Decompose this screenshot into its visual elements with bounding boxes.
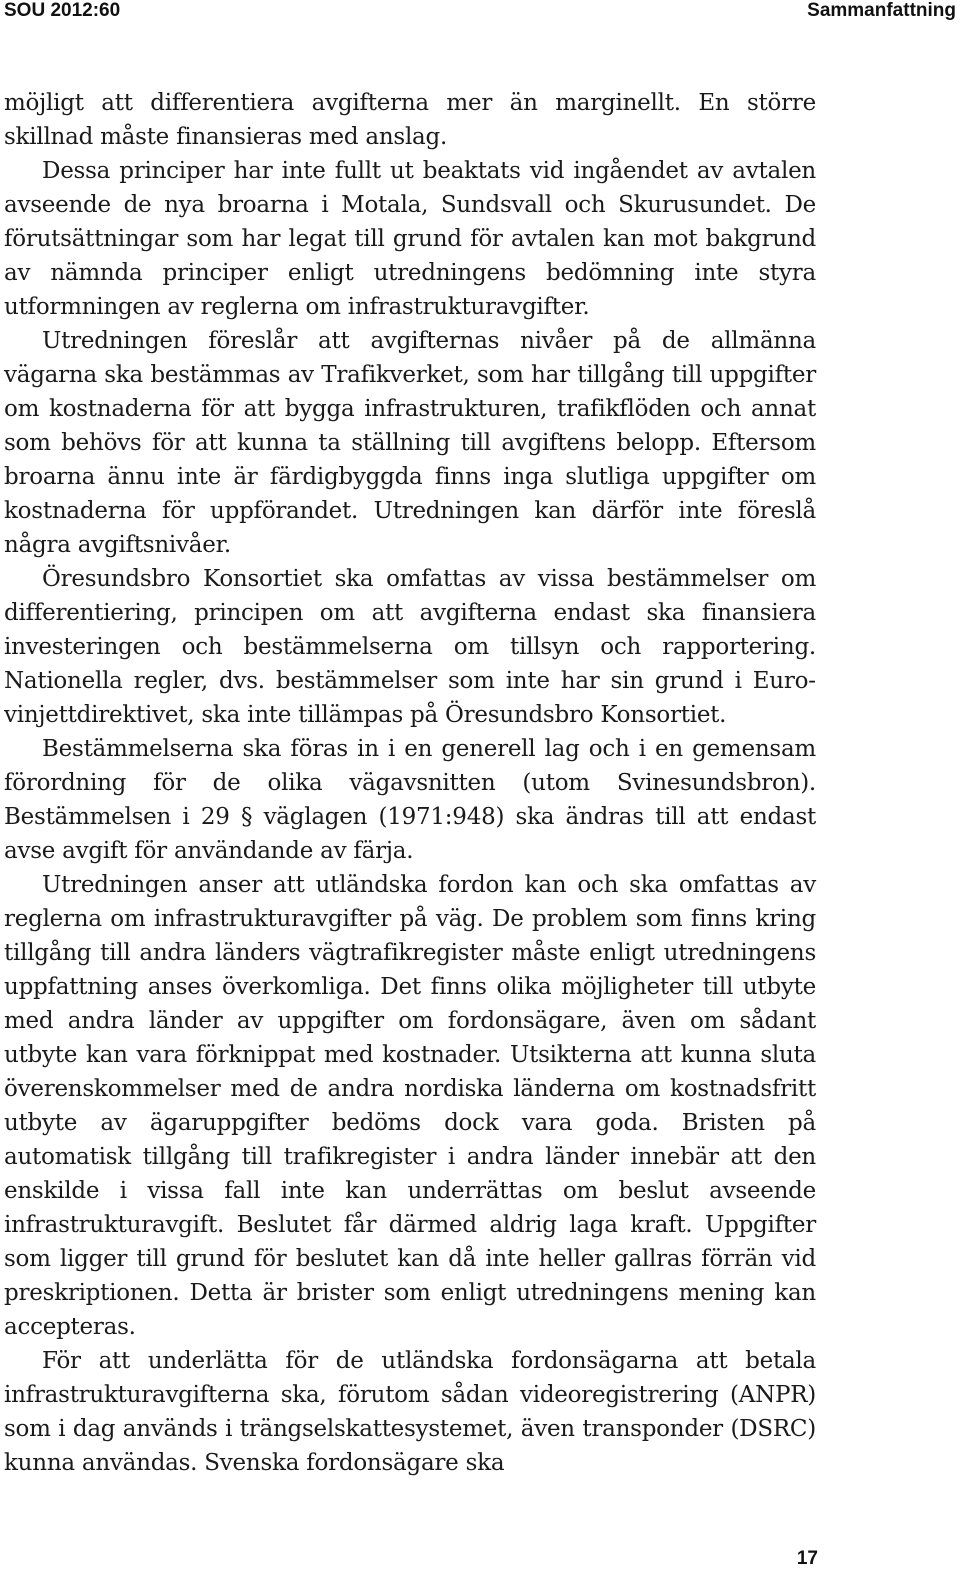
body-text <box>4 86 816 1480</box>
section-title: Sammanfattning <box>807 0 956 21</box>
paragraph-7: För att underlätta för de utländska fordonsägarna att betala infrastrukturavgifterna ska, förutom sådan videoregistrering (ANPR) som i dag används i trängselskattesystemet, även transponder (DSRC) kunna användas. Svenska fordonsägare ska <box>4 1348 816 1476</box>
paragraph-2: Dessa principer har inte fullt ut beaktats vid ingåendet av avtalen avseende de nya broarna i Motala, Sundsvall och Skurusundet. De förutsättningar som har legat till grund för avtalen kan mot bakgrund av nämnda principer enligt utredningens bedömning inte styra utformningen av reglerna om infrastrukturavgifter. <box>4 158 816 320</box>
paragraph-4: Öresundsbro Konsortiet ska omfattas av vissa bestämmelser om differentiering, principen om att avgifterna endast ska finansiera investeringen och bestämmelserna om tillsyn och rapportering. Nationella regler, dvs. bestämmelser som inte har sin grund i Eurovinjettdirektivet, ska inte tillämpas på Öresundsbro Konsortiet. <box>4 566 816 728</box>
document-series: SOU 2012:60 <box>4 0 121 21</box>
paragraph-5: Bestämmelserna ska föras in i en generell lag och i en gemensam förordning för de olika vägavsnitten (utom Svinesundsbron). Bestämmelsen i 29 § väglagen (1971:948) ska ändras till att endast avse avgift för användande av färja. <box>4 736 816 864</box>
page-number: 17 <box>796 1548 818 1569</box>
paragraph-6: Utredningen anser att utländska fordon kan och ska omfattas av reglerna om infrastrukturavgifter på väg. De problem som finns kring tillgång till andra länders vägtrafikregister måste enligt utredningens uppfattning anses överkomliga. Det finns olika möjligheter till utbyte med andra länder av uppgifter om fordonsägare, även om sådant utbyte kan vara förknippat med kostnader. Utsikterna att kunna sluta överenskommelser med de andra nordiska länderna om kostnadsfritt utbyte av ägaruppgifter bedöms dock vara goda. Bristen på automatisk tillgång till trafikregister i andra länder innebär att den enskilde i vissa fall inte kan underrättas om beslut avseende infrastrukturavgift. Beslutet får därmed aldrig laga kraft. Uppgifter som ligger till grund för beslutet kan då inte heller gallras förrän vid preskriptionen. Detta är brister som enligt utredningens mening kan accepteras. <box>4 872 816 1340</box>
paragraph-1: möjligt att differentiera avgifterna mer än marginellt. En större skillnad måste finansieras med anslag. <box>4 90 816 150</box>
paragraph-3: Utredningen föreslår att avgifternas nivåer på de allmänna vägarna ska bestämmas av Trafikverket, som har tillgång till uppgifter om kostnaderna för att bygga infrastrukturen, trafikflöden och annat som behövs för att kunna ta ställning till avgiftens belopp. Eftersom broarna ännu inte är färdigbyggda finns inga slutliga uppgifter om kostnaderna för uppförandet. Utredningen kan därför inte föreslå några avgiftsnivåer. <box>4 328 816 558</box>
